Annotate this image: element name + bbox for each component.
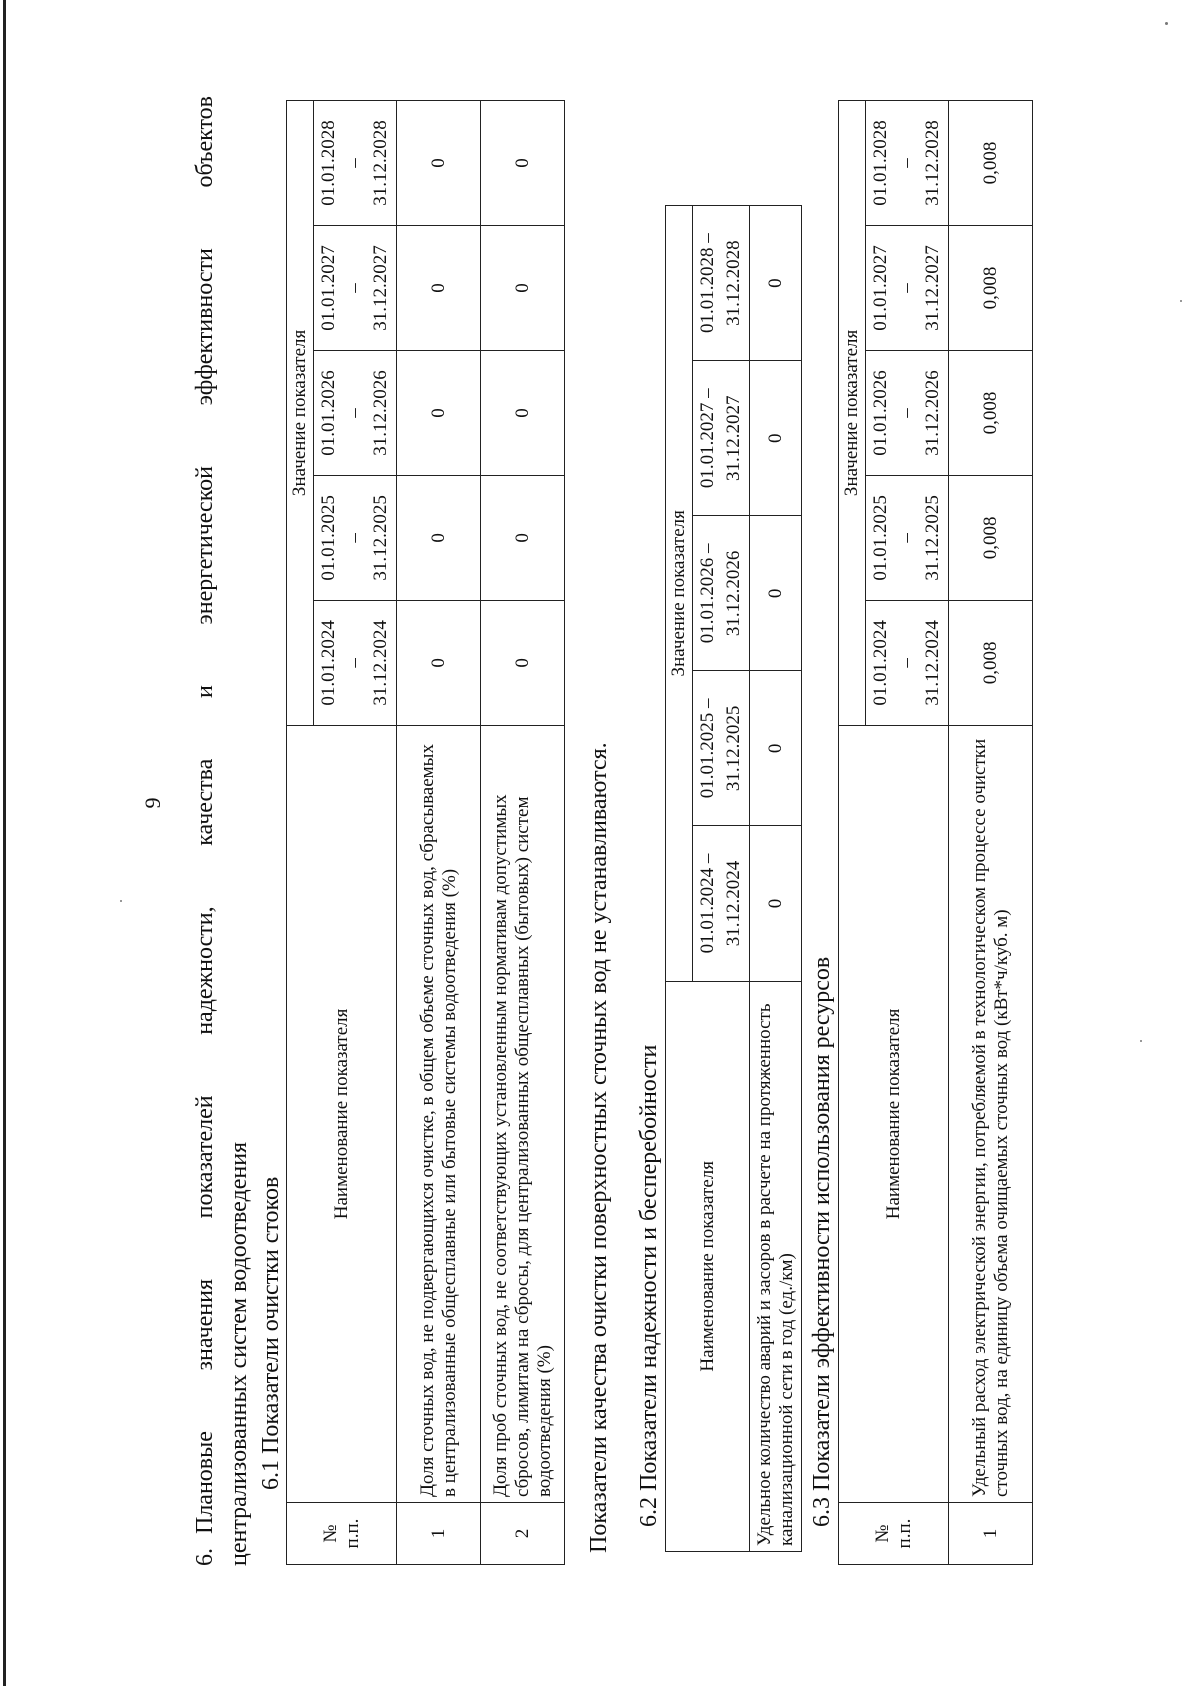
table3-period: 01.01.2027 – 31.12.2027 — [866, 226, 949, 351]
table2-period: 01.01.2028 – 31.12.2028 — [693, 206, 750, 361]
table3-value: 0,008 — [949, 101, 1033, 226]
table-reliability — [665, 205, 802, 1552]
table1-value: 0 — [481, 350, 565, 475]
table1-row-name: Доля проб сточных вод, не соответствующих установленным нормативам допустимых сбросов, лимитам на сбросы, для централизованных общесплавных (бытовых) систем водоотведения (%) — [481, 725, 565, 1502]
table1-header-value: Значение показателя — [287, 101, 314, 726]
table3-row-name: Удельный расход электрической энергии, потребляемой в технологическом процессе очистки сточных вод, на единицу объема очищаемых сточных вод (кВт*ч/куб. м) — [949, 725, 1033, 1502]
table3-value: 0,008 — [949, 475, 1033, 600]
table2-value: 0 — [750, 516, 802, 671]
table2-value: 0 — [750, 671, 802, 826]
table1-value: 0 — [481, 101, 565, 226]
table1-value: 0 — [397, 600, 481, 725]
table1-period: 01.01.2028 – 31.12.2028 — [314, 101, 397, 226]
table2-row-name: Удельное количество аварий и засоров в расчете на протяженность канализационной сети в год (ед./км) — [750, 981, 802, 1551]
table3-header-value: Значение показателя — [839, 101, 866, 726]
table1-row-num: 1 — [397, 1503, 481, 1565]
table1-period: 01.01.2027 – 31.12.2027 — [314, 226, 397, 351]
table3-row-num: 1 — [949, 1503, 1033, 1565]
section-title-line1 — [188, 96, 222, 1566]
table1-value: 0 — [481, 600, 565, 725]
table1-value: 0 — [397, 226, 481, 351]
table3-period: 01.01.2026 – 31.12.2026 — [866, 350, 949, 475]
table3-period: 01.01.2024 – 31.12.2024 — [866, 600, 949, 725]
table2-period: 01.01.2024 – 31.12.2024 — [693, 826, 750, 981]
table1-row-name: Доля сточных вод, не подвергающихся очистке, в общем объеме сточных вод, сбрасываемых в централизованные общесплавные или бытовые системы водоотведения (%) — [397, 725, 481, 1502]
table-row — [481, 101, 565, 1565]
table1-header-num: № п.п. — [287, 1503, 397, 1565]
page-number: 9 — [140, 797, 165, 809]
table2-period: 01.01.2027 – 31.12.2027 — [693, 361, 750, 516]
table1-row-num: 2 — [481, 1503, 565, 1565]
table2-period: 01.01.2026 – 31.12.2026 — [693, 516, 750, 671]
table3-value: 0,008 — [949, 600, 1033, 725]
table1-value: 0 — [397, 350, 481, 475]
table2-value: 0 — [750, 826, 802, 981]
table2-header-name: Наименование показателя — [666, 981, 750, 1551]
table1-value: 0 — [397, 101, 481, 226]
table-cleaning — [286, 100, 565, 1565]
table1-value: 0 — [481, 226, 565, 351]
table3-value: 0,008 — [949, 350, 1033, 475]
table-row — [397, 101, 481, 1565]
table1-caption: 6.1 Показатели очистки стоков — [258, 1176, 284, 1490]
table2-value: 0 — [750, 206, 802, 361]
table3-header-name: Наименование показателя — [839, 725, 949, 1502]
section-number: 6. — [192, 1548, 218, 1566]
section-title-line2: централизованных систем водоотведения — [226, 1141, 252, 1566]
surface-water-note: Показатели качества очистки поверхностных сточных вод не устанавливаются. — [586, 742, 612, 1553]
table1-period: 01.01.2025 – 31.12.2025 — [314, 475, 397, 600]
table-row — [750, 206, 802, 1552]
table3-value: 0,008 — [949, 226, 1033, 351]
section-title-text: Плановые значения показателей надежности, качества и энергетической эффективности объектов — [192, 96, 218, 1534]
table1-period: 01.01.2024 – 31.12.2024 — [314, 600, 397, 725]
table1-value: 0 — [481, 475, 565, 600]
table2-header-value: Значение показателя — [666, 206, 693, 982]
table3-caption: 6.3 Показатели эффективности использования ресурсов — [809, 956, 835, 1527]
table1-value: 0 — [397, 475, 481, 600]
table2-value: 0 — [750, 361, 802, 516]
table-row — [949, 101, 1033, 1565]
table2-period: 01.01.2025 – 31.12.2025 — [693, 671, 750, 826]
table3-period: 01.01.2028 – 31.12.2028 — [866, 101, 949, 226]
table1-period: 01.01.2026 – 31.12.2026 — [314, 350, 397, 475]
section-title — [188, 96, 256, 1566]
table3-header-num: № п.п. — [839, 1503, 949, 1565]
table-resource-efficiency — [838, 100, 1033, 1565]
table1-header-name: Наименование показателя — [287, 725, 397, 1502]
table3-period: 01.01.2025 – 31.12.2025 — [866, 475, 949, 600]
table2-caption: 6.2 Показатели надежности и бесперебойности — [636, 1044, 662, 1527]
